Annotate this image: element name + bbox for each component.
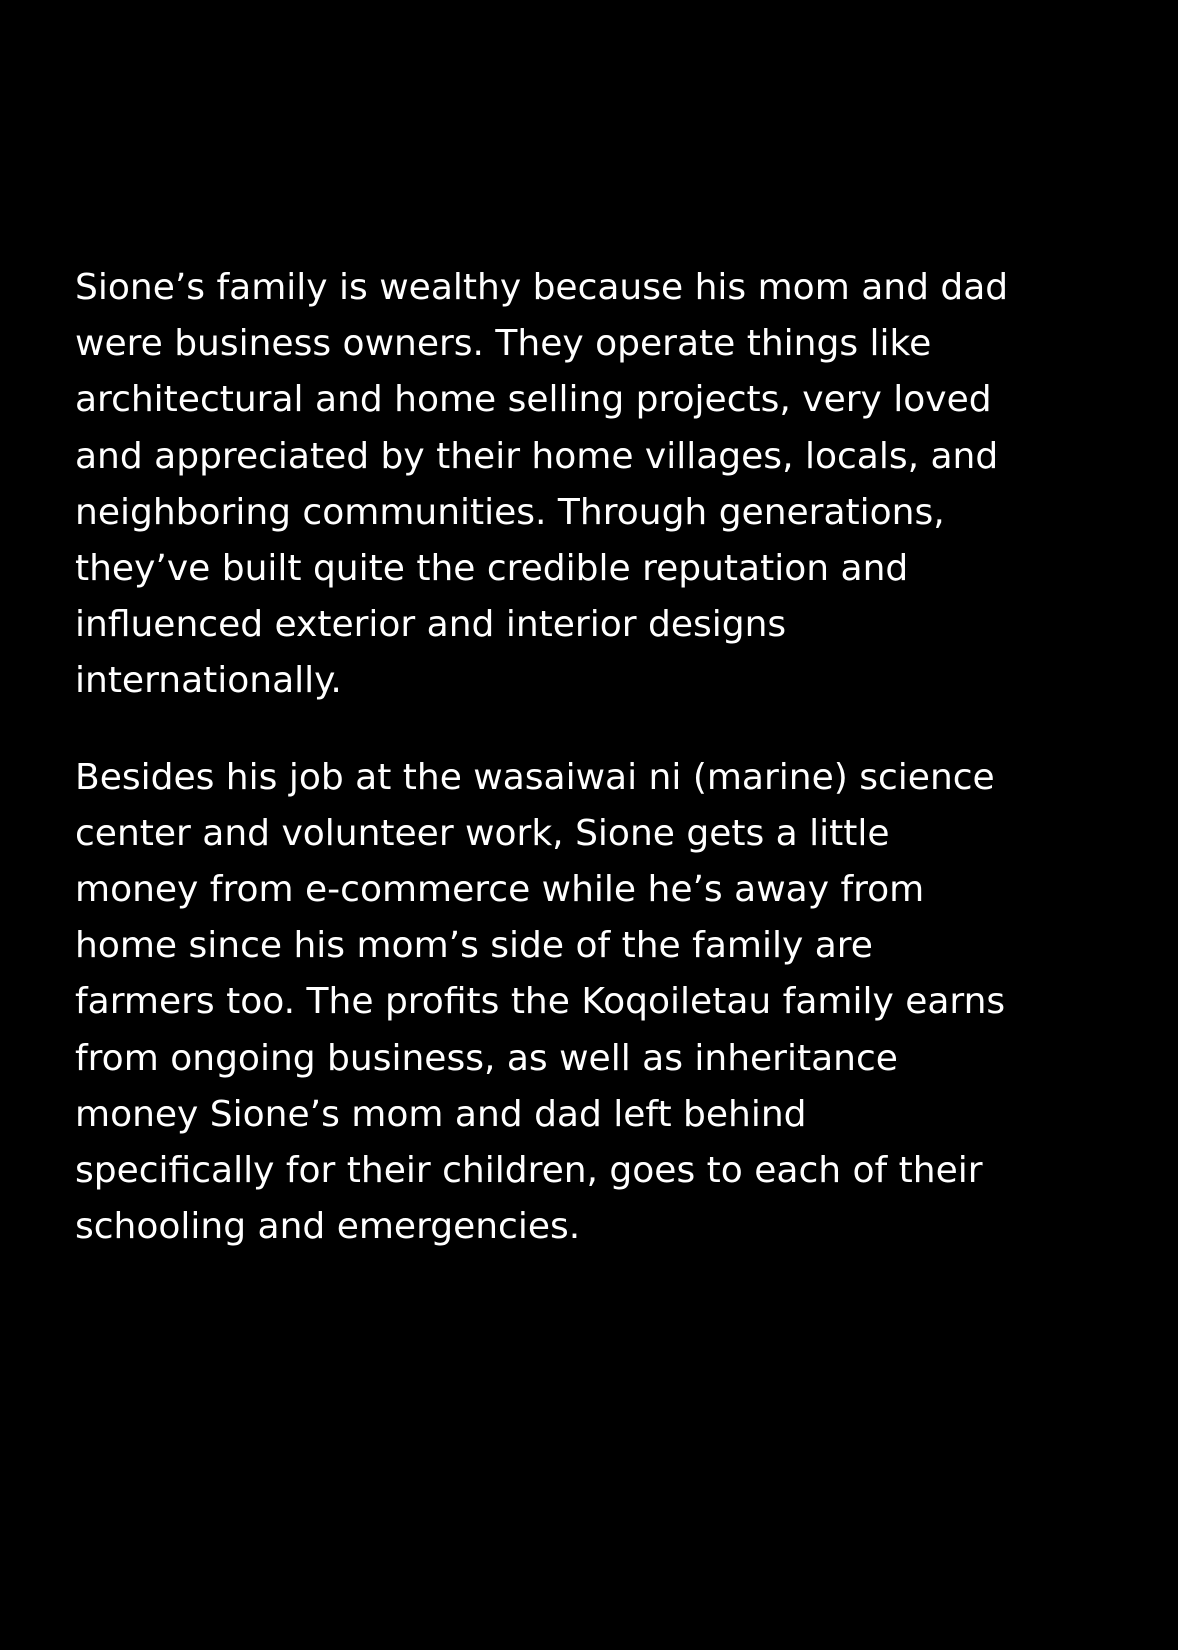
text-line: farmers too. The profits the Koqoiletau family earns	[75, 981, 1006, 1023]
text-line: money from e-commerce while he’s away from	[75, 869, 925, 911]
text-line: schooling and emergencies.	[75, 1206, 581, 1248]
text-line: home since his mom’s side of the family are	[75, 925, 873, 967]
text-line: and appreciated by their home villages, locals, and	[75, 435, 999, 477]
text-line: neighboring communities. Through generations,	[75, 491, 945, 533]
body-text	[75, 260, 1115, 1255]
text-line: internationally.	[75, 660, 342, 702]
paragraph-income	[75, 750, 1115, 1256]
text-line: they’ve built quite the credible reputation and	[75, 548, 909, 590]
text-line: specifically for their children, goes to each of their	[75, 1150, 983, 1192]
text-line: from ongoing business, as well as inheritance	[75, 1037, 898, 1079]
text-line: influenced exterior and interior designs	[75, 604, 787, 646]
text-line: center and volunteer work, Sione gets a little	[75, 812, 890, 854]
text-line: money Sione’s mom and dad left behind	[75, 1093, 807, 1135]
text-line: Sione’s family is wealthy because his mom and dad	[75, 267, 1009, 308]
paragraph-family-wealth	[75, 260, 1115, 710]
text-line: Besides his job at the wasaiwai ni (marine) science	[75, 756, 995, 798]
text-line: architectural and home selling projects, very loved	[75, 379, 992, 421]
text-line: were business owners. They operate things like	[75, 323, 932, 365]
